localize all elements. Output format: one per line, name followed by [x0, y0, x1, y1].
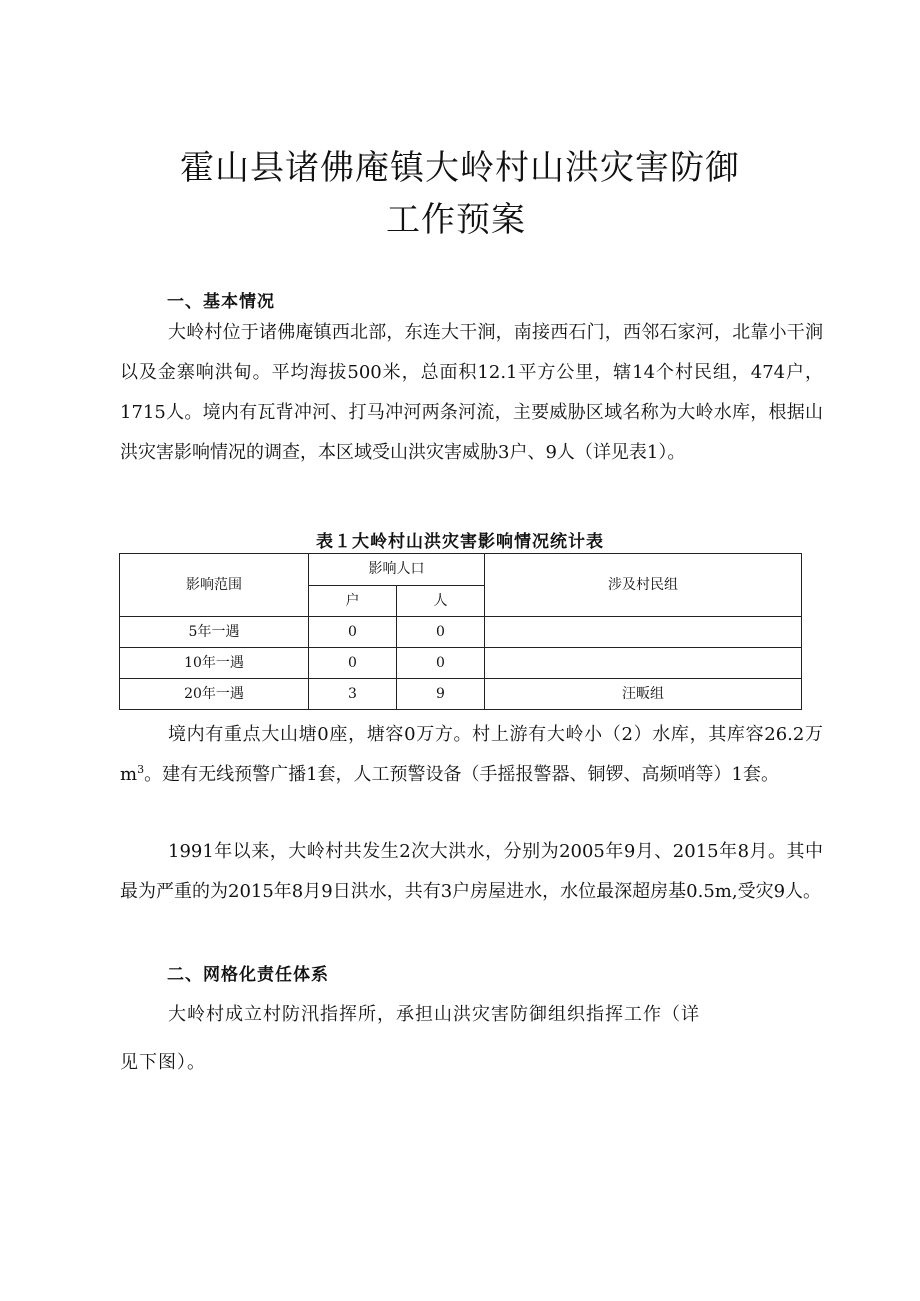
section1-paragraph3: 1991年以来，大岭村共发生2次大洪水，分别为2005年9月、2015年8月。其中最为严重的为2015年8月9日洪水，共有3户房屋进水，水位最深超房基0.5m,受灾9人。 [120, 841, 823, 902]
paragraph2-text-b: 。建有无线预警广播1套，人工预警设备（手摇报警器、铜锣、高频哨等）1套。 [144, 764, 779, 785]
paragraph2-text-a: 境内有重点大山塘0座，塘容0万方。村上游有大岭小（2）水库，其库容26.2万m [120, 724, 823, 785]
unit-superscript: 3 [137, 763, 145, 776]
table-header-row [120, 554, 802, 586]
cell-people: 0 [397, 648, 485, 679]
table-caption: 表１大岭村山洪灾害影响情况统计表 [316, 532, 604, 552]
section1-heading: 一、基本情况 [167, 292, 275, 312]
header-range: 影响范围 [120, 554, 309, 617]
table-row [120, 648, 802, 679]
cell-range: 5年一遇 [120, 617, 309, 648]
cell-people: 0 [397, 617, 485, 648]
table-row [120, 617, 802, 648]
cell-households: 3 [309, 679, 397, 710]
section1-paragraph1: 大岭村位于诸佛庵镇西北部，东连大干涧，南接西石门，西邻石家河，北靠小干涧以及金寨响洪甸。平均海拔500米，总面积12.1平方公里，辖14个村民组，474户，1715人。境内有瓦背冲河、打马冲河两条河流，主要威胁区域名称为大岭水库，根据山洪灾害影响情况的调查，本区域受山洪灾害威胁3户、9人（详见表1）。 [120, 322, 823, 463]
cell-groups [485, 617, 802, 648]
impact-statistics-table [119, 553, 802, 710]
section2-heading: 二、网格化责任体系 [167, 965, 329, 985]
header-groups: 涉及村民组 [485, 554, 802, 617]
cell-households: 0 [309, 648, 397, 679]
header-population: 影响人口 [309, 554, 485, 586]
section2-paragraph1-line2: 见下图）。 [120, 1052, 206, 1073]
cell-range: 20年一遇 [120, 679, 309, 710]
cell-groups [485, 648, 802, 679]
header-people: 人 [397, 585, 485, 617]
cell-groups: 汪畈组 [485, 679, 802, 710]
header-households: 户 [309, 585, 397, 617]
cell-people: 9 [397, 679, 485, 710]
table-row [120, 679, 802, 710]
cell-range: 10年一遇 [120, 648, 309, 679]
section2-paragraph1-line1: 大岭村成立村防汛指挥所，承担山洪灾害防御组织指挥工作（详 [168, 1004, 700, 1025]
document-title-line1: 霍山县诸佛庵镇大岭村山洪灾害防御 [180, 148, 740, 188]
document-title-line2: 工作预案 [386, 200, 526, 240]
section1-paragraph2 [120, 715, 823, 795]
cell-households: 0 [309, 617, 397, 648]
